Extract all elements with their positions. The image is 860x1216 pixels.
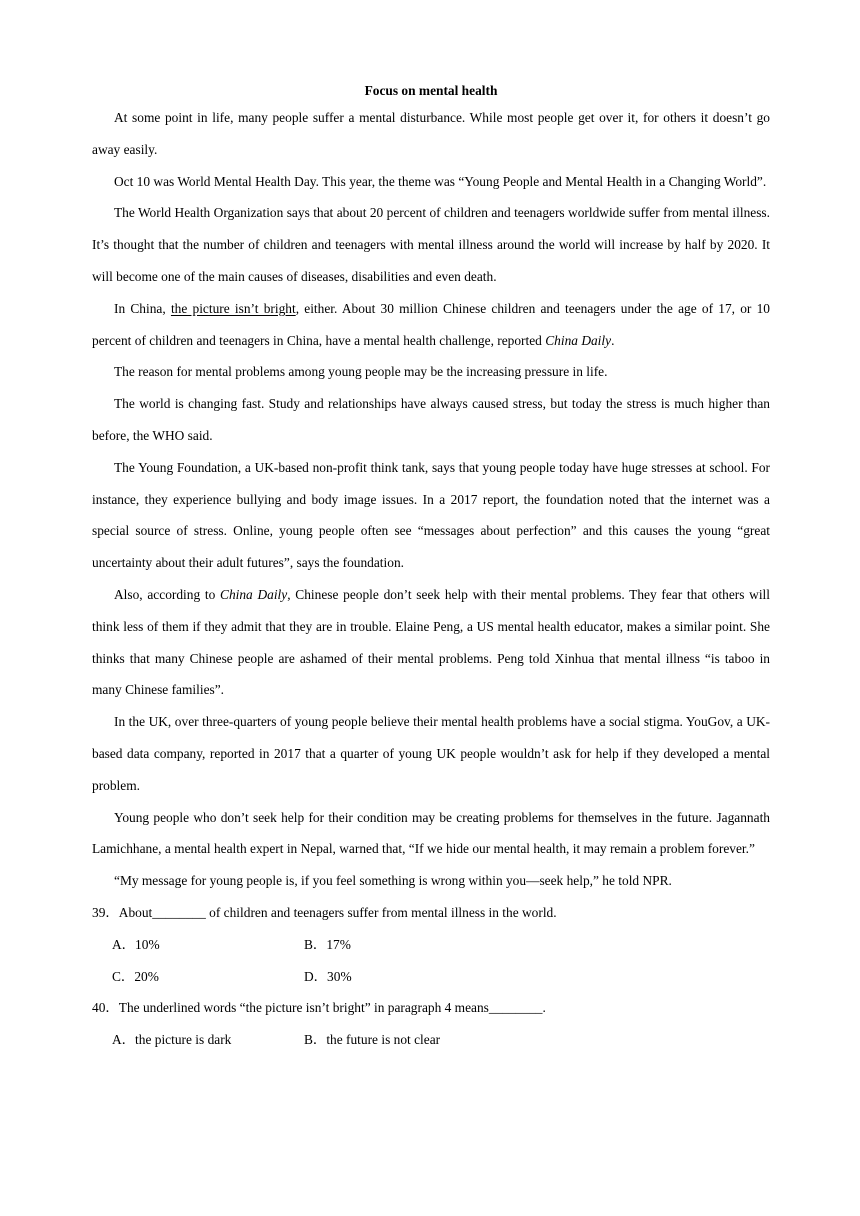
paragraph-8-lead: Also, according to — [114, 586, 221, 602]
paragraph-8 — [92, 579, 770, 706]
option-b: B．the future is not clear — [304, 1032, 441, 1048]
article-title: Focus on mental health — [364, 83, 498, 98]
question-39-options-row-2 — [92, 961, 770, 993]
option-d: D．30% — [304, 968, 352, 984]
paragraph-4 — [92, 293, 770, 357]
underlined-phrase: the picture isn’t bright — [170, 300, 296, 316]
document-page — [92, 80, 770, 1056]
paragraph-9: In the UK, over three-quarters of young people believe their mental health problems have a social stigma. YouGov, a UK-based data company, reported in 2017 that a quarter of young UK people wouldn’t ask for help if they developed a mental problem. — [92, 714, 770, 793]
question-39: 39．About________ of children and teenagers suffer from mental illness in the world. — [92, 904, 557, 920]
paragraph-6: The world is changing fast. Study and relationships have always caused stress, but today the stress is much higher than before, the WHO said. — [92, 396, 770, 443]
paragraph-10: Young people who don’t seek help for their condition may be creating problems for themselves in the future. Jagannath Lamichhane, a mental health expert in Nepal, warned that, “If we hide our mental health, it may remain a problem forever.” — [92, 809, 770, 857]
paragraph-7: The Young Foundation, a UK-based non-profit think tank, says that young people today have huge stresses at school. For instance, they experience bullying and body image issues. In a 2017 report, the foundation noted that the internet was a special source of stress. Online, young people often see “messages about perfection” and this causes the young “great uncertainty about their adult futures”, says the foundation. — [92, 459, 770, 571]
paragraph-11: “My message for young people is, if you feel something is wrong within you—seek help,” he told NPR. — [114, 873, 672, 889]
option-b: B．17% — [304, 936, 351, 952]
source-china-daily: China Daily — [545, 332, 612, 348]
paragraph-8-body: , Chinese people don’t seek help with their mental problems. They fear that others will think less of them if they admit that they are in trouble. Elaine Peng, a US mental health educator, makes a similar point. She thinks that many Chinese people are ashamed of their mental problems. Peng told Xinhua that mental illness “is taboo in many Chinese families”. — [92, 586, 770, 698]
paragraph-3: The World Health Organization says that about 20 percent of children and teenagers worldwide suffer from mental illness. It’s thought that the number of children and teenagers with mental illness around the world will increase by half by 2020. It will become one of the main causes of diseases, disabilities and even death. — [92, 205, 770, 284]
paragraph-4-lead: In China, — [114, 300, 171, 316]
paragraph-2: Oct 10 was World Mental Health Day. This year, the theme was “Young People and Mental Health in a Changing World”. — [114, 173, 767, 189]
question-40-options-row-1 — [92, 1024, 770, 1056]
paragraph-4-end: . — [611, 332, 615, 348]
option-a: A．the picture is dark — [112, 1032, 232, 1048]
source-china-daily-2: China Daily — [220, 586, 288, 602]
question-40: 40．The underlined words “the picture isn’t bright” in paragraph 4 means________. — [92, 1000, 546, 1016]
option-a: A．10% — [112, 936, 160, 952]
paragraph-1: At some point in life, many people suffer a mental disturbance. While most people get over it, for others it doesn’t go away easily. — [92, 110, 770, 157]
option-c: C．20% — [112, 968, 159, 984]
question-39-options-row-1 — [92, 929, 770, 961]
paragraph-4-body: , either. About 30 million Chinese children and teenagers under the age of 17, or 10 percent of children and teenagers in China, have a mental health challenge, reported — [92, 300, 770, 348]
paragraph-5: The reason for mental problems among young people may be the increasing pressure in life. — [114, 364, 608, 380]
